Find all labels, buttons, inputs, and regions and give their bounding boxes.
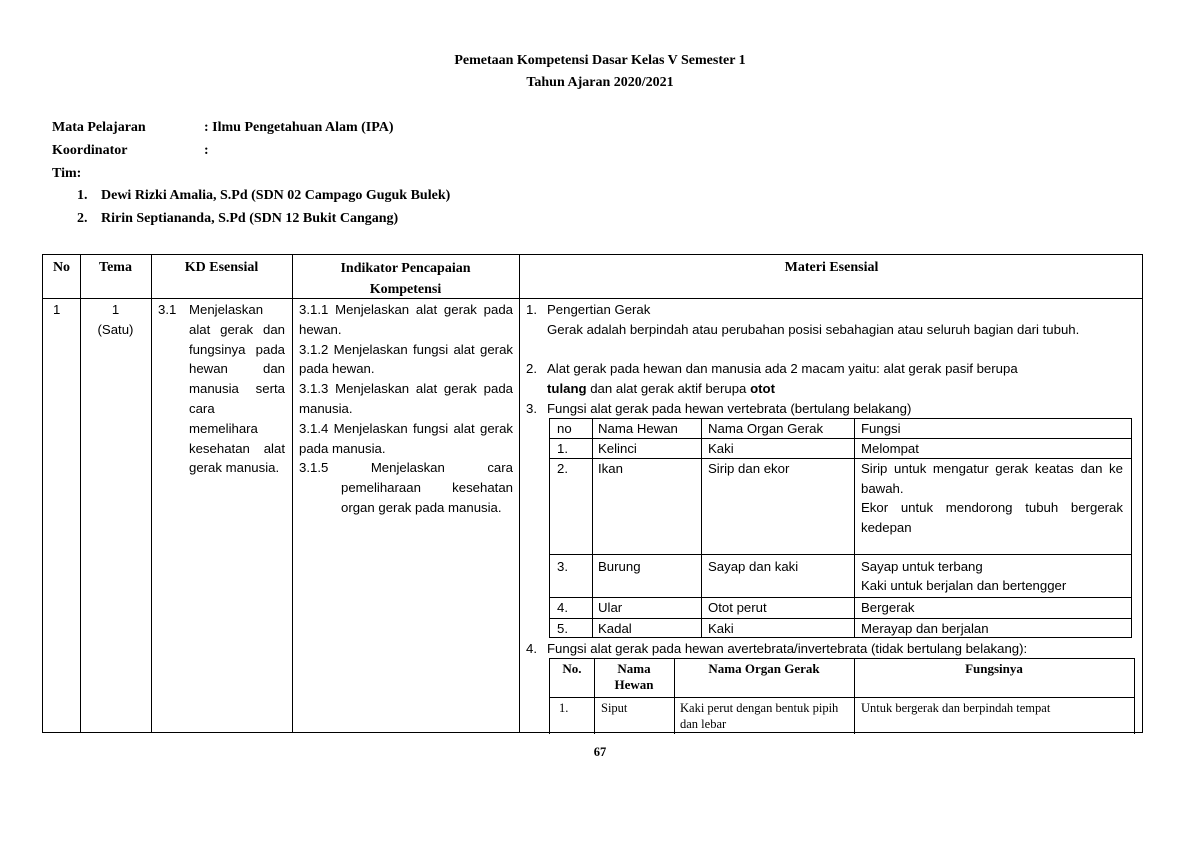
table-cell: Ekor untuk mendorong tubuh bergerak kedepan — [861, 500, 1123, 535]
subject-line — [52, 120, 394, 136]
indikator-item: 3.1.3 Menjelaskan alat gerak pada manusia. — [299, 381, 513, 416]
materi-3-title: Fungsi alat gerak pada hewan vertebrata (bertulang belakang) — [547, 401, 912, 416]
team-member-number: 1. — [77, 188, 88, 203]
header-indikator: Indikator Pencapaian Kompetensi — [340, 261, 471, 297]
coordinator-line — [52, 143, 209, 159]
materi-bold-term: otot — [750, 381, 775, 397]
materi-4-number: 4. — [526, 641, 537, 656]
table-cell: Burung — [598, 559, 641, 574]
table-cell: Kadal — [598, 621, 632, 636]
table-cell: Untuk bergerak dan berpindah tempat — [861, 701, 1051, 715]
row-divider — [550, 618, 1131, 619]
vert-header-fungsi: Fungsi — [861, 421, 901, 436]
table-cell: Kaki — [708, 441, 734, 456]
coordinator-value: : — [204, 143, 209, 158]
column-divider — [151, 255, 152, 732]
indikator-item: 3.1.2 Menjelaskan fungsi alat gerak pada hewan. — [299, 341, 513, 377]
indikator-item: 3.1.1 Menjelaskan alat gerak pada hewan. — [299, 302, 513, 337]
table-cell: 1. — [559, 701, 569, 715]
team-member-number: 2. — [77, 211, 88, 226]
indikator-item: 3.1.4 Menjelaskan fungsi alat gerak pada manusia. — [299, 420, 513, 456]
table-cell: Sirip dan ekor — [708, 461, 790, 476]
header-kd: KD Esensial — [184, 260, 259, 275]
invert-header-organ: Nama Organ Gerak — [708, 661, 820, 676]
header-materi: Materi Esensial — [784, 260, 879, 275]
row-divider — [550, 597, 1131, 598]
materi-1-title: Pengertian Gerak — [547, 302, 651, 317]
row-divider — [550, 554, 1131, 555]
team-member — [77, 188, 450, 204]
column-divider — [292, 255, 293, 732]
team-member-name: Ririn Septiananda, S.Pd (SDN 12 Bukit Cangang) — [101, 211, 399, 226]
vertebrata-table — [549, 418, 1132, 638]
materi-1-text: Gerak adalah berpindah atau perubahan posisi sebahagian atau seluruh bagian dari tubuh. — [547, 321, 1080, 337]
vert-header-no: no — [557, 421, 572, 436]
column-divider — [592, 419, 593, 637]
invert-header-no: No. — [562, 661, 582, 676]
table-cell: 3. — [557, 559, 568, 574]
competency-table — [42, 254, 1143, 733]
materi-2-text: dan alat gerak aktif berupa — [586, 381, 751, 397]
vert-header-hewan: Nama Hewan — [598, 421, 678, 436]
indikator-item: 3.1.5 Menjelaskan cara pemeliharaan kesehatan organ gerak pada manusia. — [299, 460, 513, 515]
team-member — [77, 211, 398, 227]
table-cell: 5. — [557, 621, 568, 636]
row-tema: 1 (Satu) — [97, 302, 134, 337]
materi-3-number: 3. — [526, 401, 537, 416]
materi-2-text-line: Alat gerak pada hewan dan manusia ada 2 macam yaitu: alat gerak pasif berupa — [547, 361, 1018, 377]
materi-2-text-continuation — [547, 379, 775, 399]
coordinator-label: Koordinator — [52, 143, 128, 158]
invert-header-fungsi: Fungsinya — [965, 661, 1023, 676]
subject-label: Mata Pelajaran — [52, 120, 146, 135]
table-cell: Otot perut — [708, 600, 767, 615]
table-cell: Merayap dan berjalan — [861, 621, 989, 636]
table-cell: Melompat — [861, 441, 919, 456]
row-divider — [550, 697, 1134, 698]
indikator-list — [299, 300, 513, 518]
materi-4-title: Fungsi alat gerak pada hewan avertebrata/invertebrata (tidak bertulang belakang): — [547, 641, 1028, 656]
table-cell: Kaki perut dengan bentuk pipih dan lebar — [680, 701, 839, 731]
team-member-name: Dewi Rizki Amalia, S.Pd (SDN 02 Campago Guguk Bulek) — [101, 188, 451, 203]
team-label: Tim: — [52, 166, 82, 181]
academic-year: Tahun Ajaran 2020/2021 — [526, 75, 674, 90]
table-cell: Sirip untuk mengatur gerak keatas dan ke bawah. — [861, 461, 1123, 496]
materi-1-number: 1. — [526, 302, 537, 317]
table-cell: Sayap untuk terbang — [861, 559, 983, 574]
vert-header-organ: Nama Organ Gerak — [708, 421, 824, 436]
subject-value: : Ilmu Pengetahuan Alam (IPA) — [204, 120, 394, 135]
table-cell: Kaki untuk berjalan dan bertengger — [861, 578, 1067, 593]
header-divider — [43, 298, 1142, 299]
invertebrata-table — [549, 658, 1135, 734]
materi-bold-term: tulang — [547, 381, 587, 397]
table-cell: Kelinci — [598, 441, 637, 456]
kd-number: 3.1 — [158, 302, 177, 317]
invert-header-hewan: Nama Hewan — [614, 661, 654, 692]
table-cell: Sayap dan kaki — [708, 559, 799, 574]
table-cell: Siput — [601, 701, 628, 715]
table-cell: 4. — [557, 600, 568, 615]
table-cell: 1. — [557, 441, 568, 456]
header-no: No — [52, 260, 71, 275]
row-no: 1 — [53, 302, 61, 317]
table-cell: Bergerak — [861, 600, 915, 615]
table-cell: Ikan — [598, 461, 623, 476]
table-cell: Ular — [598, 600, 623, 615]
header-tema: Tema — [99, 260, 132, 275]
column-divider — [519, 255, 520, 732]
document-title: Pemetaan Kompetensi Dasar Kelas V Semester 1 — [454, 53, 746, 68]
column-divider — [854, 419, 855, 637]
column-divider — [701, 419, 702, 637]
materi-2-number: 2. — [526, 361, 537, 377]
table-cell: Kaki — [708, 621, 734, 636]
kd-text: Menjelaskan alat gerak dan fungsinya pada hewan dan manusia serta cara memelihara kesehatan alat gerak manusia. — [189, 302, 285, 476]
page-number: 67 — [593, 745, 607, 759]
table-cell: 2. — [557, 461, 568, 476]
